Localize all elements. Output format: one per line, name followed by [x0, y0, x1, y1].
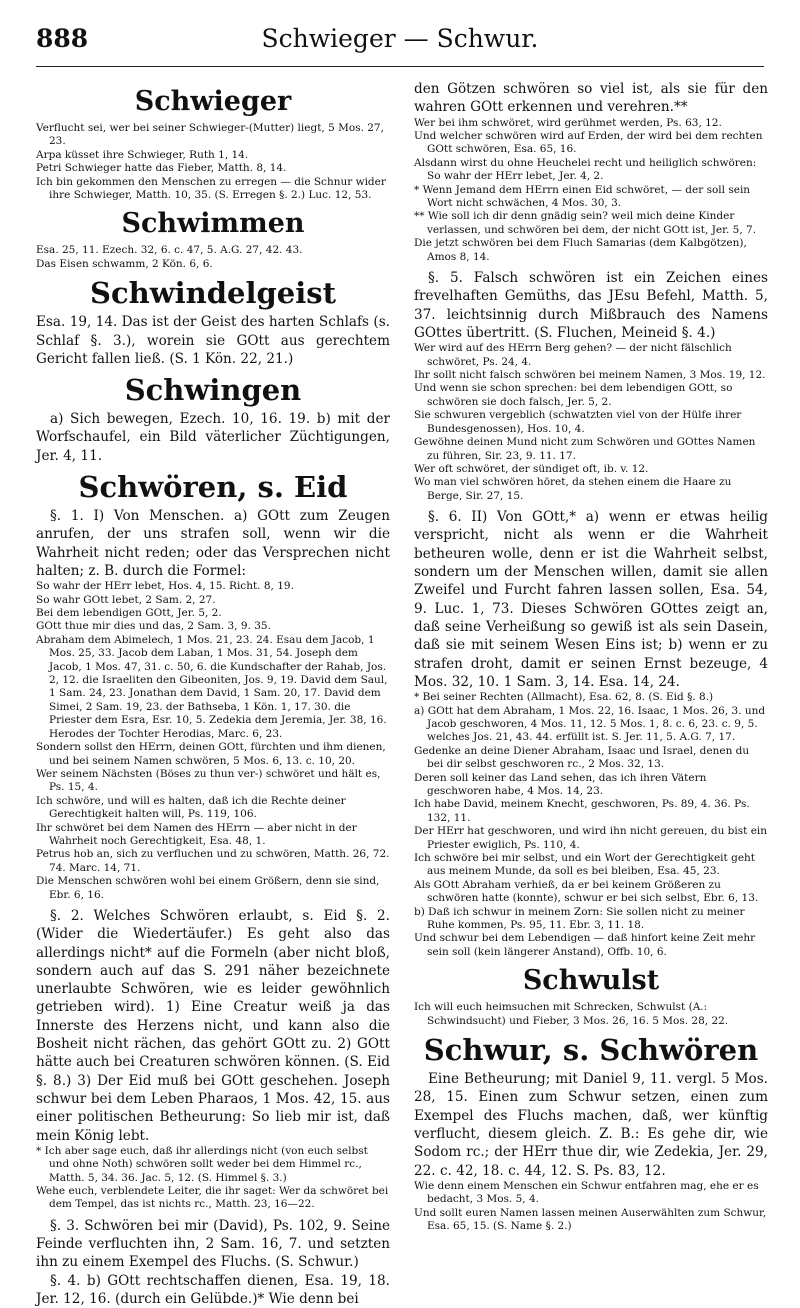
paragraph-section-4: §. 4. b) GOtt rechtschaffen dienen, Esa. 19, 18. Jer. 12, 16. (durch ein Gelübde.)* Wie denn bei — [36, 1272, 390, 1308]
ref-line: Der HErr hat geschworen, und wird ihn nicht gereuen, du bist ein Priester ewiglich, Ps. 110, 4. — [414, 825, 768, 851]
paragraph-section-5: §. 5. Falsch schwören ist ein Zeichen eines frevelhaften Gemüths, das JEsu Befehl, Matth. 5, 37. leichtsinnig durch Mißbrauch des Namens GOttes übertritt. (S. Fluchen, Meineid §. 4.) — [414, 270, 768, 341]
page-header — [36, 22, 764, 64]
paragraph: a) Sich bewegen, Ezech. 10, 16. 19. b) mit der Worfschaufel, ein Bild väterlicher Züchtigungen, Jer. 4, 11. — [36, 411, 390, 464]
ref-line: Sondern sollst den HErrn, deinen GOtt, fürchten und ihm dienen, und bei seinem Namen schwören, 5 Mos. 6, 13. c. 10, 20. — [36, 741, 386, 767]
heading-schwulst: Schwulst — [522, 965, 660, 997]
ref-line: Und schwur bei dem Lebendigen — daß hinfort keine Zeit mehr sein soll (kein längerer Anstand), Offb. 10, 6. — [414, 932, 756, 958]
ref-line: ** Wie soll ich dir denn gnädig sein? weil mich deine Kinder verlassen, und schwören bei dem, der nicht GOtt ist, Jer. 5, 7. — [414, 210, 757, 236]
right-column — [414, 80, 768, 1233]
ref-line: a) GOtt hat dem Abraham, 1 Mos. 22, 16. Isaac, 1 Mos. 26, 3. und Jacob geschworen, 4 Mos. 11, 12. 5 Mos. 1, 8. c. 6, 23. c. 9, 5. welches Jos. 21, 43. 44. erfüllt ist. S. Jer. 11, 5. A.G. 7, 17. — [414, 704, 766, 744]
ref-line: Ich bin gekommen den Menschen zu erregen — die Schnur wider ihre Schwieger, Matth. 10, 35. (S. Erregen §. 2.) Luc. 12, 53. — [36, 175, 386, 202]
ref-line: Wer bei ihm schwöret, wird gerühmet werden, Ps. 63, 12. — [414, 116, 722, 129]
left-column — [36, 80, 390, 1308]
ref-line: Ich will euch heimsuchen mit Schrecken, Schwulst (A.: Schwindsucht) und Fieber, 3 Mos. 26, 16. 5 Mos. 28, 22. — [414, 1001, 729, 1027]
heading-schwimmen: Schwimmen — [121, 208, 305, 240]
paragraph-section-3: §. 3. Schwören bei mir (David), Ps. 102, 9. Seine Feinde verfluchten ihn, 2 Sam. 16, 7. und setzten ihn zu einem Exempel des Fluchs. (S. Schwur.) — [36, 1217, 390, 1271]
ref-line: Sie schwuren vergeblich (schwatzten viel von der Hülfe ihrer Bundesgenossen), Hos. 10, 4. — [414, 409, 742, 435]
paragraph: Esa. 19, 14. Das ist der Geist des harten Schlafs (s. Schlaf §. 3.), worein sie GOtt aus gerechtem Gericht fallen ließ. (S. 1 Kön. 22, 21.) — [36, 314, 390, 367]
ref-line: Arpa küsset ihre Schwieger, Ruth 1, 14. — [36, 148, 249, 161]
ref-line: b) Daß ich schwur in meinem Zorn: Sie sollen nicht zu meiner Ruhe kommen, Ps. 95, 11. Ebr. 3, 11. 18. — [414, 905, 745, 931]
ref-line: Und sollt euren Namen lassen meinen Auserwählten zum Schwur, Esa. 65, 15. (S. Name §. 2.) — [414, 1206, 767, 1233]
ref-line: * Bei seiner Rechten (Allmacht), Esa. 62, 8. (S. Eid §. 8.) — [414, 691, 714, 704]
ref-line: Wer oft schwöret, der sündiget oft, ib. v. 12. — [414, 462, 649, 475]
ref-line: Bei dem lebendigen GOtt, Jer. 5, 2. — [36, 607, 222, 620]
ref-line: Petrus hob an, sich zu verfluchen und zu schwören, Matth. 26, 72. 74. Marc. 14, 71. — [36, 848, 390, 874]
ref-line: Gedenke an deine Diener Abraham, Isaac und Israel, denen du bei dir selbst geschworen rc., 2 Mos. 32, 13. — [414, 744, 750, 771]
ref-line: Als GOtt Abraham verhieß, da er bei keinem Größeren zu schwören hatte (konnte), schwur er bei sich selbst, Ebr. 6, 13. — [414, 878, 759, 905]
ref-line: * Ich aber sage euch, daß ihr allerdings nicht (von euch selbst und ohne Noth) schwören sollt weder bei dem Himmel rc., Matth. 5, 34. 36. Jac. 5, 12. (S. Himmel §. 3.) — [36, 1144, 368, 1184]
ref-line: So wahr GOtt lebet, 2 Sam. 2, 27. — [36, 593, 216, 606]
ref-line: Ihr sollt nicht falsch schwören bei meinem Namen, 3 Mos. 19, 12. — [414, 369, 766, 382]
paragraph-section-6: §. 6. II) Von GOtt,* a) wenn er etwas heilig verspricht, nicht als wenn er die Wahrheit betheuren wolle, denn er ist die Wahrheit selbst, sondern um der Menschen willen, damit sie allen Zweifel und Furcht fahren lassen sollen, Esa. 54, 9. Luc. 1, 73. Dieses Schwören GOttes zeigt an, daß seine Verheißung so gewiß ist als sein Dasein, daß sie mit seinem Wesen Eins ist; b) wenn er zu strafen droht, damit er seinen Ernst bezeuge, 4 Mos. 32, 10. 1 Sam. 3, 14. Esa. 14, 24. — [414, 509, 768, 690]
paragraph-section-2: §. 2. Welches Schwören erlaubt, s. Eid §. 2. (Wider die Wiedertäufer.) Es geht also das allerdings nicht* auf die Formeln (aber nicht bloß, sondern auch auf das S. 291 näher bezeichnete unerlaubte Schwören, wie es leider gewöhnlich getrieben wird). 1) Eine Creatur weiß ja das Innerste des Herzens nicht, und kann also die Bosheit nicht rächen, das gehört GOtt zu. 2) GOtt hätte auch bei Creaturen schwören können. (S. Eid §. 8.) 3) Der Eid muß bei GOtt geschehen. Joseph schwur bei dem Leben Pharaos, 1 Mos. 42, 15. aus einer politischen Betheurung: So lieb mir ist, daß mein König lebt. — [36, 907, 390, 1144]
page-number: 888 — [36, 24, 89, 53]
header-rule — [36, 66, 764, 67]
ref-line: Und wenn sie schon sprechen: bei dem lebendigen GOtt, so schwören sie doch falsch, Jer. 5, 2. — [414, 382, 733, 408]
ref-line: Wer seinem Nächsten (Böses zu thun ver-) schwöret und hält es, Ps. 15, 4. — [36, 767, 381, 794]
ref-line: Wie denn einem Menschen ein Schwur entfahren mag, ehe er es bedacht, 3 Mos. 5, 4. — [414, 1179, 759, 1206]
heading-schwur: Schwur, s. Schwören — [423, 1033, 759, 1068]
ref-line: Esa. 25, 11. Ezech. 32, 6. c. 47, 5. A.G. 27, 42. 43. — [36, 244, 303, 257]
ref-line: Ihr schwöret bei dem Namen des HErrn — aber nicht in der Wahrheit noch Gerechtigkeit, Esa. 48, 1. — [36, 821, 357, 847]
ref-line: Wer wird auf des HErrn Berg gehen? — der nicht fälschlich schwöret, Ps. 24, 4. — [414, 342, 732, 368]
ref-line: Verflucht sei, wer bei seiner Schwieger-(Mutter) liegt, 5 Mos. 27, 23. — [36, 122, 384, 148]
running-title: Schwieger — Schwur. — [261, 24, 539, 53]
ref-line: Wehe euch, verblendete Leiter, die ihr saget: Wer da schwöret bei dem Tempel, das ist nichts rc., Matth. 23, 16—22. — [36, 1185, 389, 1211]
paragraph-continued: den Götzen schwören so viel ist, als sie für den wahren GOtt erkennen und verehren.** — [414, 81, 768, 116]
heading-schwingen: Schwingen — [124, 373, 302, 408]
heading-schwindelgeist: Schwindelgeist — [90, 276, 336, 311]
paragraph-section-1: §. 1. I) Von Menschen. a) GOtt zum Zeugen anrufen, der uns strafen soll, wenn wir die Wahrheit nicht reden; oder das Versprechen nicht halten; z. B. durch die Formel: — [36, 508, 390, 579]
ref-line: Ich schwöre bei mir selbst, und ein Wort der Gerechtigkeit geht aus meinem Munde, da soll es bei bleiben, Esa. 45, 23. — [414, 851, 756, 878]
ref-line: Deren soll keiner das Land sehen, das ich ihren Vätern geschworen habe, 4 Mos. 14, 23. — [414, 771, 707, 797]
ref-line: Und welcher schwören wird auf Erden, der wird bei dem rechten GOtt schwören, Esa. 65, 16. — [414, 130, 763, 156]
ref-line: Abraham dem Abimelech, 1 Mos. 21, 23. 24. Esau dem Jacob, 1 Mos. 25, 33. Jacob dem Laban, 1 Mos. 31, 54. Joseph dem Jacob, 1 Mos. 47, 31. c. 50, 6. die Kundschafter der Rahab, Jos. 2, 12. die Israeliten den Gibeoniten, Jos. 9, 19. David dem Saul, 1 Sam. 24, 23. Jonathan dem David, 1 Sam. 20, 17. David dem Simei, 2 Sam. 19, 23. der Bathseba, 1 Kön. 1, 17. 30. die Priester dem Esra, Esr. 10, 5. Zedekia dem Jeremia, Jer. 38, 16. Herodes der Tochter Herodias, Marc. 6, 23. — [36, 633, 388, 740]
ref-line: Die jetzt schwören bei dem Fluch Samarias (dem Kalbgötzen), Amos 8, 14. — [414, 237, 747, 263]
ref-line: Das Eisen schwamm, 2 Kön. 6, 6. — [36, 257, 213, 270]
heading-schwoeren: Schwören, s. Eid — [78, 470, 348, 505]
ref-line: Ich schwöre, und will es halten, daß ich die Rechte deiner Gerechtigkeit halten will, Ps. 119, 106. — [36, 794, 346, 821]
ref-line: Ich habe David, meinem Knecht, geschworen, Ps. 89, 4. 36. Ps. 132, 11. — [414, 798, 750, 824]
ref-line: Alsdann wirst du ohne Heuchelei recht und heiliglich schwören: So wahr der HErr lebet, Jer. 4, 2. — [414, 156, 757, 183]
ref-line: * Wenn Jemand dem HErrn einen Eid schwöret, — der soll sein Wort nicht schwächen, 4 Mos. 30, 3. — [414, 183, 751, 210]
ref-line: Gewöhne deinen Mund nicht zum Schwören und GOttes Namen zu führen, Sir. 23, 9. 11. 17. — [414, 436, 756, 462]
ref-line: Die Menschen schwören wohl bei einem Größern, denn sie sind, Ebr. 6, 16. — [36, 875, 380, 901]
ref-line: So wahr der HErr lebet, Hos. 4, 15. Richt. 8, 19. — [36, 580, 294, 593]
ref-line: Wo man viel schwören höret, da stehen einem die Haare zu Berge, Sir. 27, 15. — [414, 476, 732, 502]
paragraph: Eine Betheurung; mit Daniel 9, 11. vergl. 5 Mos. 28, 15. Einen zum Schwur setzen, einen zum Exempel des Fluchs machen, daß, wer künftig verflucht, diesem gleich. Z. B.: Es gehe dir, wie Sodom rc.; der HErr thue dir, wie Zedekia, Jer. 29, 22. c. 42, 18. c. 44, 12. S. Ps. 83, 12. — [414, 1071, 768, 1179]
heading-schwieger: Schwieger — [134, 86, 292, 117]
ref-line: Petri Schwieger hatte das Fieber, Matth. 8, 14. — [36, 162, 287, 175]
ref-line: GOtt thue mir dies und das, 2 Sam. 3, 9. 35. — [36, 620, 271, 633]
